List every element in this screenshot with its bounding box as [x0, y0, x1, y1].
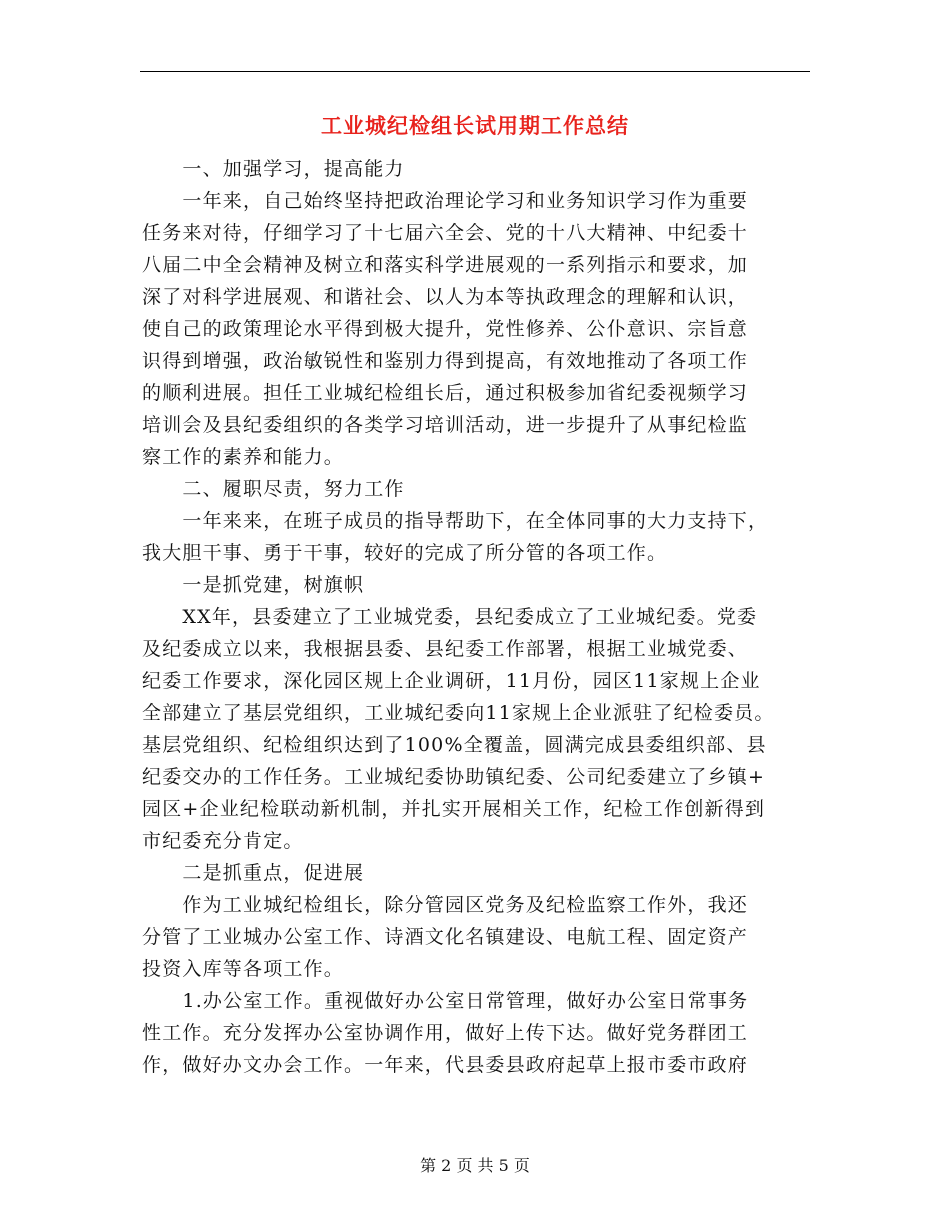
text-line: 作，做好办文办会工作。一年来，代县委县政府起草上报市委市政府 — [142, 1054, 749, 1076]
text-line: 二是抓重点，促进展 — [142, 862, 365, 884]
header-rule — [140, 71, 810, 72]
text-line: 一是抓党建，树旗帜 — [142, 574, 365, 596]
text-line: 二、履职尽责，努力工作 — [142, 478, 405, 500]
text-line: 投资入库等各项工作。 — [142, 958, 345, 980]
text-line: 园区+企业纪检联动新机制，并扎实开展相关工作，纪检工作创新得到 — [142, 798, 766, 820]
page-footer: 第 2 页 共 5 页 — [420, 1156, 530, 1175]
text-line: 市纪委充分肯定。 — [142, 830, 304, 852]
text-line: 一年来来，在班子成员的指导帮助下，在全体同事的大力支持下， — [142, 510, 769, 532]
text-line: 全部建立了基层党组织，工业城纪委向11家规上企业派驻了纪检委员。 — [142, 702, 775, 724]
text-line: 培训会及县纪委组织的各类学习培训活动，进一步提升了从事纪检监 — [142, 414, 749, 436]
text-line: 的顺利进展。担任工业城纪检组长后，通过积极参加省纪委视频学习 — [142, 382, 749, 404]
text-line: 基层党组织、纪检组织达到了100%全覆盖，圆满完成县委组织部、县 — [142, 734, 767, 756]
text-line: 我大胆干事、勇于干事，较好的完成了所分管的各项工作。 — [142, 542, 668, 564]
text-line: 一、加强学习，提高能力 — [142, 158, 405, 180]
text-line: 一年来，自己始终坚持把政治理论学习和业务知识学习作为重要 — [142, 190, 749, 212]
text-line: 识得到增强，政治敏锐性和鉴别力得到提高，有效地推动了各项工作 — [142, 350, 749, 372]
document-title: 工业城纪检组长试用期工作总结 — [321, 113, 629, 138]
text-line: 使自己的政策理论水平得到极大提升，党性修养、公仆意识、宗旨意 — [142, 318, 749, 340]
text-line: 性工作。充分发挥办公室协调作用，做好上传下达。做好党务群团工 — [142, 1022, 749, 1044]
text-line: 及纪委成立以来，我根据县委、县纪委工作部署，根据工业城党委、 — [142, 638, 749, 660]
body-text — [142, 153, 806, 1081]
text-line: 分管了工业城办公室工作、诗酒文化名镇建设、电航工程、固定资产 — [142, 926, 749, 948]
text-line: XX年，县委建立了工业城党委，县纪委成立了工业城纪委。党委 — [142, 606, 758, 628]
text-line: 作为工业城纪检组长，除分管园区党务及纪检监察工作外，我还 — [142, 894, 749, 916]
text-line: 深了对科学进展观、和谐社会、以人为本等执政理念的理解和认识， — [142, 286, 749, 308]
text-line: 1.办公室工作。重视做好办公室日常管理，做好办公室日常事务 — [142, 990, 749, 1012]
text-line: 八届二中全会精神及树立和落实科学进展观的一系列指示和要求，加 — [142, 254, 749, 276]
text-line: 任务来对待，仔细学习了十七届六全会、党的十八大精神、中纪委十 — [142, 222, 749, 244]
text-line: 纪委交办的工作任务。工业城纪委协助镇纪委、公司纪委建立了乡镇+ — [142, 766, 766, 788]
text-line: 纪委工作要求，深化园区规上企业调研，11月份，园区11家规上企业 — [142, 670, 761, 692]
text-line: 察工作的素养和能力。 — [142, 446, 345, 468]
